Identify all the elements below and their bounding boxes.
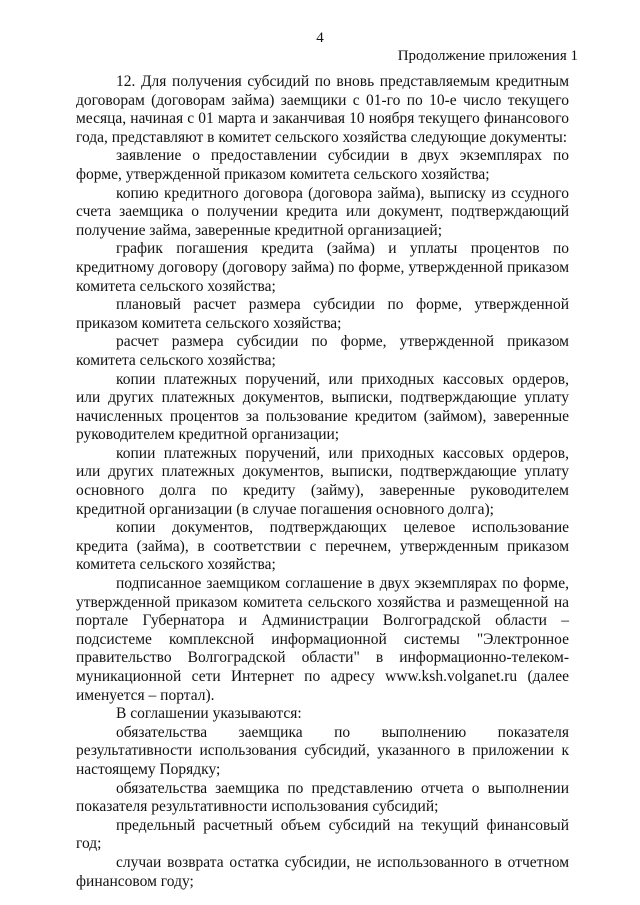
paragraph-principal-payment-copies: копии платежных поручений, или приходных кассовых ордеров, или других платежных документов, выписки, подтверждающие уплату основного долга по кредиту (займу), заверенные руководителем кредитной организации (в случае погашения основного долга); (76, 444, 569, 518)
paragraph-interest-payment-copies: копии платежных поручений, или приходных кассовых ордеров, или других платежных документов, выписки, подтверждающие уплату начисленных процентов за пользование кредитом (займом), заверенные руководителем кредитной организации; (76, 370, 569, 444)
paragraph-target-use-copies: копии документов, подтверждающих целевое использование кредита (займа), в соответствии с перечнем, утвержденным приказом комитета сельского хозяйства; (76, 519, 569, 574)
paragraph-performance-obligation: обязательства заемщика по выполнению показателя результативности использования субсидий, указанного в приложении к настоящему Порядку; (76, 723, 569, 778)
page-number: 4 (316, 30, 324, 46)
document-body (76, 73, 569, 891)
paragraph-loan-contract-copy: копию кредитного договора (договора займа), выписку из ссудного счета заемщика о получении кредита или документ, подтверждающий получение займа, заверенные кредитной организацией; (76, 184, 569, 239)
paragraph-subsidy-calculation: расчет размера субсидии по форме, утвержденной приказом комитета сельского хозяйства; (76, 333, 569, 369)
paragraph-refund-cases: случаи возврата остатка субсидии, не использованного в отчетном финансовом году; (76, 853, 569, 890)
paragraph-agreement-contents-heading: В соглашении указываются: (116, 705, 302, 723)
paragraph-signed-agreement: подписанное заемщиком соглашение в двух экземплярах по форме, утвержденной приказом комитета сельского хозяйства и размещенной на портале Губернатора и Администрации Волгоградской области – подсистеме комплексной информационной системы "Электронное правительство Волгоградской области" в информационно-телекоммуникационной сети Интернет по адресу www.ksh.volganet.ru (далее именуется – портал). (76, 575, 569, 704)
paragraph-repayment-schedule: график погашения кредита (займа) и уплаты процентов по кредитному договору (договору займа) по форме, утвержденной приказом комитета сельского хозяйства; (76, 240, 569, 295)
paragraph-report-obligation: обязательства заемщика по представлению отчета о выполнении показателя результативности использования субсидий; (76, 779, 569, 816)
paragraph-subsidy-limit: предельный расчетный объем субсидий на текущий финансовый год; (76, 816, 569, 853)
paragraph-planned-calculation: плановый расчет размера субсидии по форме, утвержденной приказом комитета сельского хозяйства; (76, 296, 569, 332)
paragraph-application: заявление о предоставлении субсидии в двух экземплярах по форме, утвержденной приказом комитета сельского хозяйства; (76, 147, 569, 183)
paragraph-item-12: 12. Для получения субсидий по вновь представляемым кредитным договорам (договорам займа) заемщики с 01-го по 10-е число текущего месяца, начиная с 01 марта и заканчивая 10 ноября текущего финансового года, представляют в комитет сельского хозяйства следующие документы: (76, 73, 569, 146)
appendix-continuation-label: Продолжение приложения 1 (397, 48, 578, 64)
